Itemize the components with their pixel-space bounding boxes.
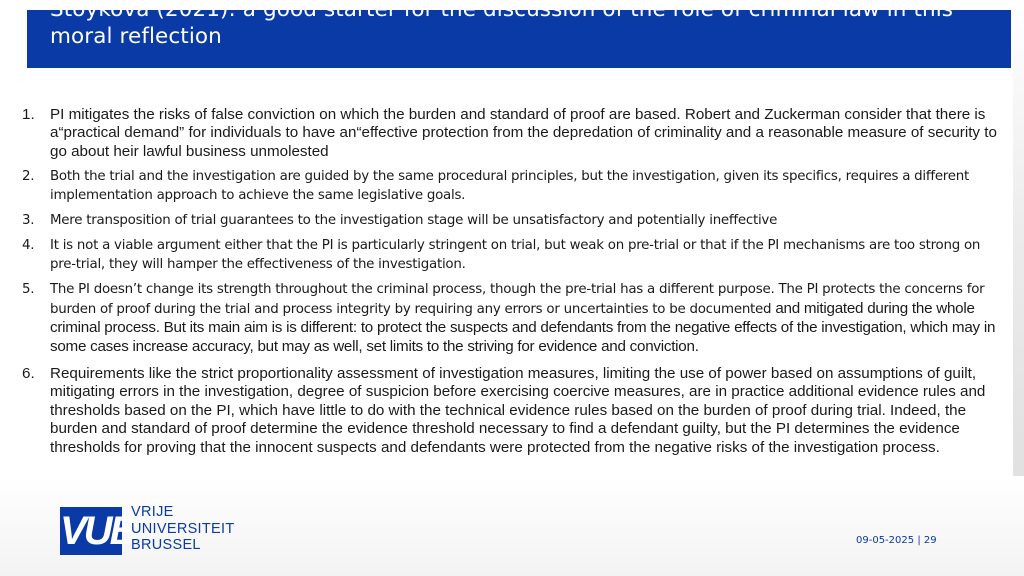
item-text: Mere transposition of trial guarantees to the investigation stage will be unsatisfactory and potentially ineffective <box>50 213 778 229</box>
item-text: Both the trial and the investigation are guided by the same procedural principles, but the investigation, given its specifics, requires a different implementation approach to achieve the same legislative goals. <box>50 169 969 203</box>
vub-logo-wordmark <box>131 504 235 554</box>
list-item <box>22 237 1007 274</box>
item-number: 4. <box>22 238 35 254</box>
list-item <box>22 168 1007 205</box>
footer-separator: | <box>917 535 921 546</box>
item-number: 6. <box>22 364 35 382</box>
vub-logo-mark: VUB <box>60 509 136 553</box>
title-banner <box>27 0 1011 68</box>
slide-title: Stoykova (2021): a good starter for the discussion of the role of criminal law in this moral reflection <box>50 0 954 49</box>
item-text: PI mitigates the risks of false conviction on which the burden and standard of proof are based. Robert and Zuckerman consider that there is a“practical demand” for individuals to have an“effective protection from the depredation of criminality and a reasonable measure of security to go about heir lawful business unmolested <box>50 106 997 160</box>
footer-date: 09-05-2025 <box>856 535 915 546</box>
list-item <box>22 212 1007 230</box>
item-number: 2. <box>22 169 35 185</box>
list-item <box>22 365 1007 457</box>
logo-line-universiteit: UNIVERSITEIT <box>131 520 235 537</box>
footer-meta <box>856 535 937 546</box>
list-item <box>22 281 1007 358</box>
logo-line-vrije: VRIJE <box>131 504 174 520</box>
item-text-part-b: and mitigated during the whole criminal process. But its main aim is is different: to protect the suspects and defendants from the negative effects of the investigation, which may in some cases increase accuracy, but may as well, set limits to the striving for evidence and conviction. <box>50 299 996 356</box>
point-list <box>22 106 1007 457</box>
item-number: 1. <box>22 106 35 123</box>
page-number: 29 <box>923 535 937 546</box>
item-number: 3. <box>22 213 35 229</box>
item-text: Requirements like the strict proportionality assessment of investigation measures, limiting the use of power based on assumptions of guilt, mitigating errors in the investigation, degree of suspicion before exercising coercive measures, are in practice additional evidence rules and thresholds based on the PI, which have little to do with the technical evidence rules based on the burden of proof during trial. Indeed, the burden and standard of proof determine the evidence threshold necessary to find a defendant guilty, but the PI determines the evidence thresholds for proving that the innocent suspects and defendants were protected from the negative risks of the investigation process. <box>50 364 986 456</box>
list-item <box>22 106 1007 161</box>
item-text: It is not a viable argument either that the PI is particularly stringent on trial, but weak on pre-trial or that if the PI mechanisms are too strong on pre-trial, they will hamper the effectiveness of the investigation. <box>50 238 981 272</box>
item-number: 5. <box>22 282 35 298</box>
item-text-part-a: The PI doesn’t change its strength throughout the criminal process, though the pre-trial has a different purpose. The PI protects the concerns for burden of proof during the trial and process integrity by requiring any errors or uncertainties to be documented <box>50 282 985 317</box>
logo-line-brussel: BRUSSEL <box>131 537 201 553</box>
